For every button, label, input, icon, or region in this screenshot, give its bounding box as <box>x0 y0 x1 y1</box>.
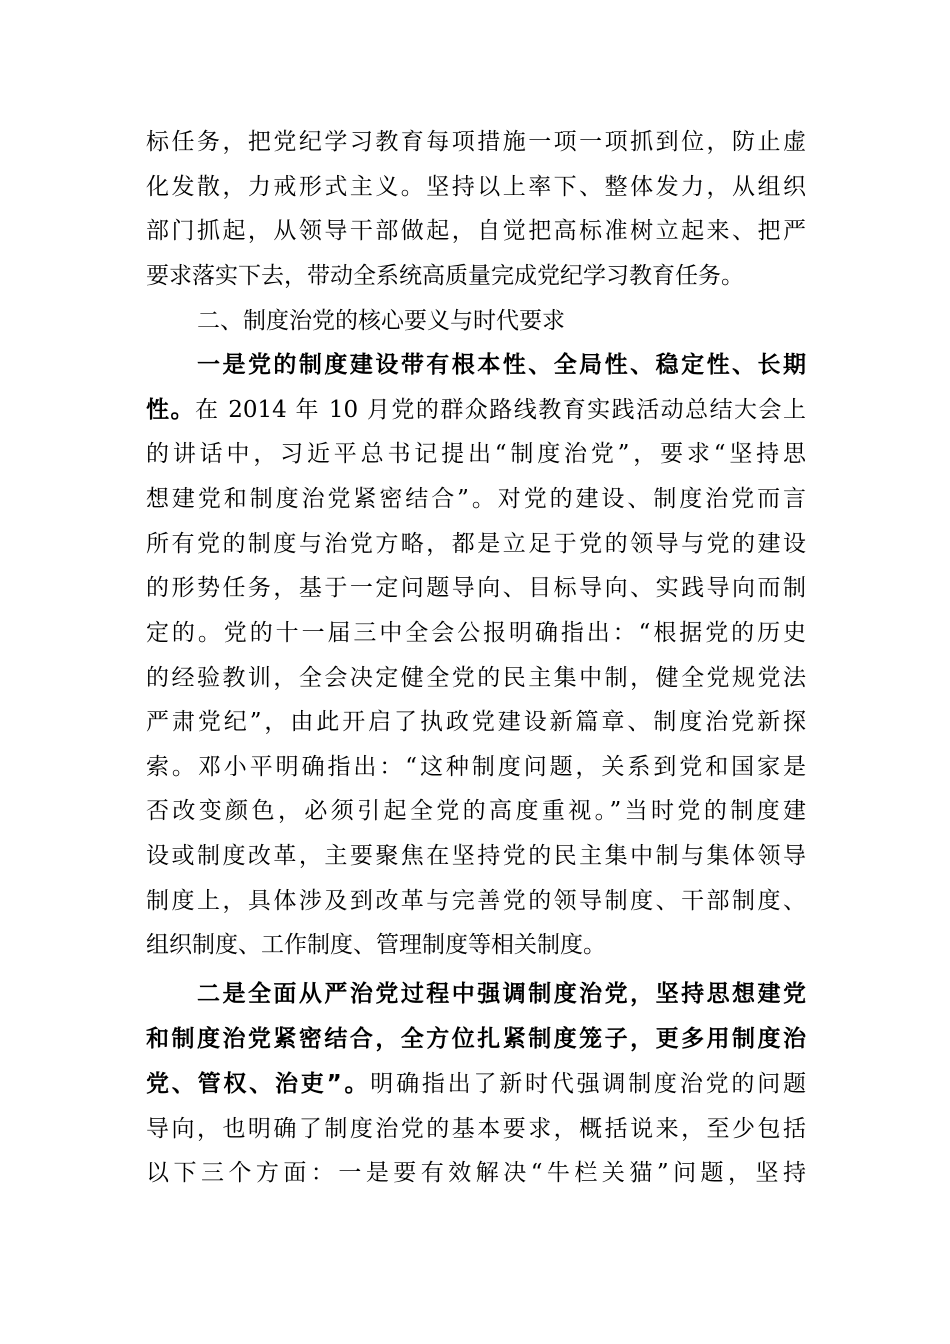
bold-lead-fragment: 党、管权、治吏”。 <box>146 1071 371 1097</box>
paragraph-line: 所有党的制度与治党方略，都是立足于党的领导与党的建设 <box>146 531 806 557</box>
paragraph-line: 制度上，具体涉及到改革与完善党的领导制度、干部制度、 <box>146 888 806 914</box>
paragraph-line: 想建党和制度治党紧密结合”。对党的建设、制度治党而言 <box>146 486 806 512</box>
paragraph-fragment: 明确指出了新时代强调制度治党的问题 <box>370 1071 806 1097</box>
paragraph-line: 的讲话中，习近平总书记提出“制度治党”，要求“坚持思 <box>146 441 806 467</box>
paragraph-line: 否改变颜色，必须引起全党的高度重视。”当时党的制度建 <box>146 798 806 824</box>
paragraph-line: 索。邓小平明确指出：“这种制度问题，关系到党和国家是 <box>146 754 806 780</box>
paragraph-line <box>146 1066 806 1102</box>
paragraph-line: 定的。党的十一届三中全会公报明确指出：“根据党的历史 <box>146 620 806 646</box>
paragraph-line <box>146 392 806 428</box>
section-heading: 二、制度治党的核心要义与时代要求 <box>197 308 565 334</box>
bold-lead-line: 和制度治党紧密结合，全方位扎紧制度笼子，更多用制度治 <box>146 1026 806 1052</box>
paragraph-line: 导向，也明确了制度治党的基本要求，概括说来，至少包括 <box>146 1116 806 1142</box>
paragraph-line: 标任务，把党纪学习教育每项措施一项一项抓到位，防止虚 <box>146 129 806 155</box>
bold-lead-line: 一是党的制度建设带有根本性、全局性、稳定性、长期 <box>197 352 806 378</box>
bold-lead-fragment: 性。 <box>146 397 195 423</box>
paragraph-line: 严肃党纪”，由此开启了执政党建设新篇章、制度治党新探 <box>146 709 806 735</box>
bold-lead-line: 二是全面从严治党过程中强调制度治党，坚持思想建党 <box>197 981 806 1007</box>
paragraph-line: 化发散，力戒形式主义。坚持以上率下、整体发力，从组织 <box>146 174 806 200</box>
paragraph-line: 部门抓起，从领导干部做起，自觉把高标准树立起来、把严 <box>146 218 806 244</box>
paragraph-line: 的形势任务，基于一定问题导向、目标导向、实践导向而制 <box>146 575 806 601</box>
paragraph-line: 要求落实下去，带动全系统高质量完成党纪学习教育任务。 <box>146 263 744 289</box>
paragraph-line: 以下三个方面：一是要有效解决“牛栏关猫”问题，坚持 <box>146 1160 806 1186</box>
paragraph-line: 组织制度、工作制度、管理制度等相关制度。 <box>146 932 606 958</box>
paragraph-line: 设或制度改革，主要聚焦在坚持党的民主集中制与集体领导 <box>146 843 806 869</box>
paragraph-fragment: 在 2014 年 10 月党的群众路线教育实践活动总结大会上 <box>194 397 806 423</box>
paragraph-line: 的经验教训，全会决定健全党的民主集中制，健全党规党法 <box>146 665 806 691</box>
